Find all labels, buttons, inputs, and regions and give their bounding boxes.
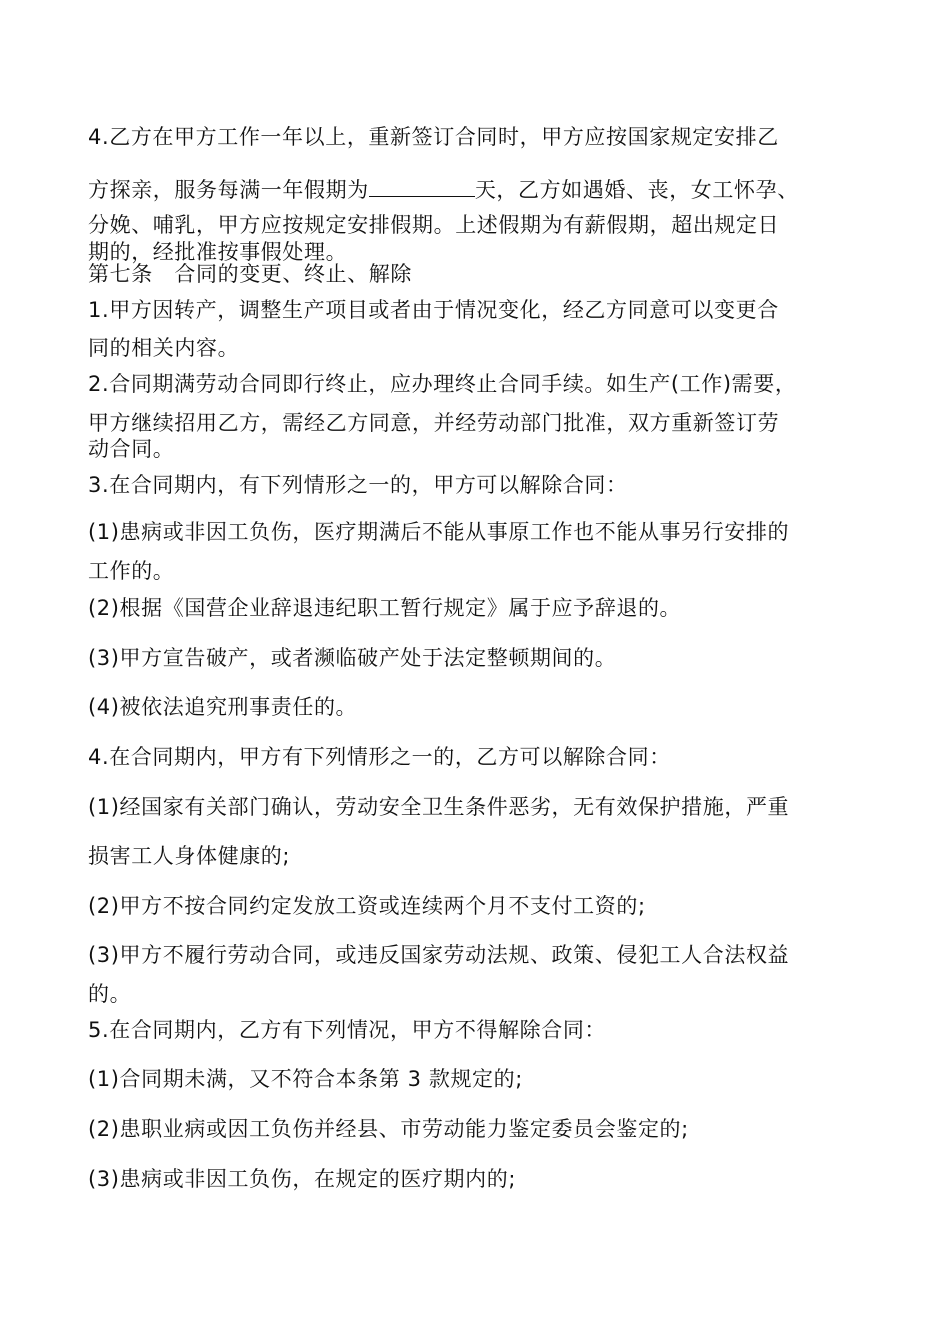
text-segment: 方探亲，服务每满一年假期为 [88,178,369,202]
text-line: (4)被依法追究刑事责任的。 [88,695,358,719]
blank-field[interactable] [369,174,475,197]
text-line: (1)患病或非因工负伤，医疗期满后不能从事原工作也不能从事另行安排的 [88,520,790,544]
text-line: 期的，经批准按事假处理。 [88,240,348,264]
text-line: 1.甲方因转产，调整生产项目或者由于情况变化，经乙方同意可以变更合 [88,298,779,322]
text-line: (1)经国家有关部门确认，劳动安全卫生条件恶劣，无有效保护措施，严重 [88,795,790,819]
text-line: 损害工人身体健康的; [88,844,291,868]
text-line: 同的相关内容。 [88,336,240,360]
text-line: 4.在合同期内，甲方有下列情形之一的，乙方可以解除合同： [88,745,671,769]
text-line: (2)根据《国营企业辞退违纪职工暂行规定》属于应予辞退的。 [88,596,682,620]
text-line: 甲方继续招用乙方，需经乙方同意，并经劳动部门批准，双方重新签订劳 [88,411,780,435]
text-line: 分娩、哺乳，甲方应按规定安排假期。上述假期为有薪假期，超出规定日 [88,213,780,237]
text-line: 工作的。 [88,559,175,583]
text-line: 2.合同期满劳动合同即行终止，应办理终止合同手续。如生产(工作)需要， [88,372,797,396]
section-heading: 第七条 合同的变更、终止、解除 [88,262,412,286]
text-line: (2)患职业病或因工负伤并经县、市劳动能力鉴定委员会鉴定的; [88,1117,689,1141]
text-line: (3)患病或非因工负伤，在规定的医疗期内的; [88,1167,517,1191]
text-line: (1)合同期未满，又不符合本条第 3 款规定的; [88,1067,523,1091]
text-line [88,174,799,203]
text-line: 4.乙方在甲方工作一年以上，重新签订合同时，甲方应按国家规定安排乙 [88,125,779,149]
text-line: 3.在合同期内，有下列情形之一的，甲方可以解除合同： [88,473,628,497]
text-line: 动合同。 [88,437,175,461]
text-segment: 天，乙方如遇婚、丧，女工怀孕、 [474,178,799,202]
text-line: 5.在合同期内，乙方有下列情况，甲方不得解除合同： [88,1018,607,1042]
text-line: (2)甲方不按合同约定发放工资或连续两个月不支付工资的; [88,894,646,918]
text-line: 的。 [88,982,132,1006]
text-line: (3)甲方宣告破产，或者濒临破产处于法定整顿期间的。 [88,646,617,670]
text-line: (3)甲方不履行劳动合同，或违反国家劳动法规、政策、侵犯工人合法权益 [88,943,790,967]
